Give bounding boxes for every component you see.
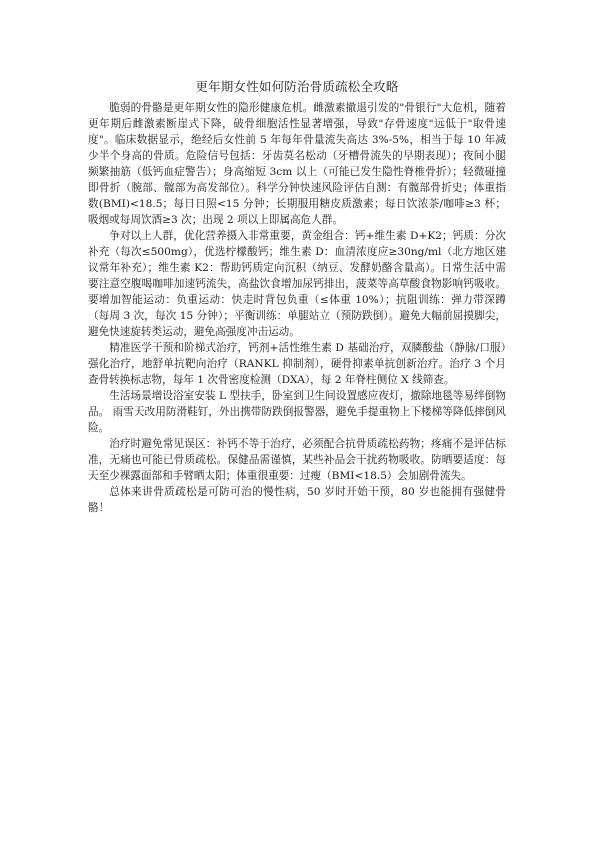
page-title: 更年期女性如何防治骨质疏松全攻略 (195, 79, 399, 94)
paragraph-misconceptions: 治疗时避免常见误区：补钙不等于治疗，必须配合抗骨质疏松药物；疼痛不是评估标准，无痛也可能已骨质疏松。保健品需谨慎，某些补品会干扰药物吸收。防晒要适度：每天至少裸露面部和手臂晒太阳；体重很重要：过瘦（BMI<18.5）会加剧骨流失。 (88, 438, 506, 482)
document-page (88, 78, 506, 516)
paragraph-treatment: 精准医学干预和阶梯式治疗，钙剂+活性维生素 D 基础治疗，双膦酸盐（静脉/口服）强化治疗，地舒单抗靶向治疗（RANKL 抑制剂），硬骨抑素单抗创新治疗。治疗 3 个月查骨转换标志物，每年 1 次骨密度检测（DXA），每 2 年脊柱侧位 X 线筛查。 (88, 342, 506, 386)
paragraph-fall-prevention: 生活场景增设浴室安装 L 型扶手，卧室到卫生间设置感应夜灯，撤除地毯等易绊倒物品。 雨雪天改用防滑鞋钉，外出携带防跌倒报警器，避免手提重物上下楼梯等降低摔倒风险。 (88, 390, 506, 434)
paragraph-nutrition-exercise: 争对以上人群，优化营养摄入非常重要，黄金组合：钙+维生素 D+K2；钙质：分次补充（每次≤500mg），优选柠檬酸钙；维生素 D：血清浓度应≥30ng/ml（北方地区建议常年补充）；维生素 K2：帮助钙质定向沉积（纳豆、发酵奶酪含量高）。日常生活中需要注意空腹喝咖啡加速钙流失，高盐饮食增加尿钙排出，菠菜等高草酸食物影响钙吸收。要增加智能运动：负重运动：快走时背包负重（≤体重 10%）；抗阻训练：弹力带深蹲（每周 3 次，每次 15 分钟）；平衡训练：单腿站立（预防跌倒）。避免大幅前屈摸脚尖，避免快速旋转类运动，避免高强度冲击运动。 (88, 230, 506, 338)
paragraph-risk: 脆弱的骨骼是更年期女性的隐形健康危机。雌激素撤退引发的"骨银行"大危机，随着更年期后雌激素断崖式下降，破骨细胞活性显著增强，导致"存骨速度"远低于"取骨速度"。临床数据显示，绝经后女性前 5 年每年骨量流失高达 3%-5%，相当于每 10 年减少半个身高的骨质。危险信号包括：牙齿莫名松动（牙槽骨流失的早期表现）；夜间小腿频繁抽筋（低钙血症警告）；身高缩短 3cm 以上（可能已发生隐性脊椎骨折）；轻微碰撞即骨折（腕部、髋部为高发部位）。科学分钟快速风险评估自测：有髋部骨折史；体重指数(BMI)<18.5；每日日照<15 分钟；长期服用糖皮质激素；每日饮浓茶/咖啡≥3 杯；吸烟或每周饮酒≥3 次；出现 2 项以上即属高危人群。 (88, 102, 506, 226)
paragraph-conclusion: 总体来讲骨质疏松是可防可治的慢性病，50 岁时开始干预，80 岁也能拥有强健骨骼！ (88, 486, 506, 514)
